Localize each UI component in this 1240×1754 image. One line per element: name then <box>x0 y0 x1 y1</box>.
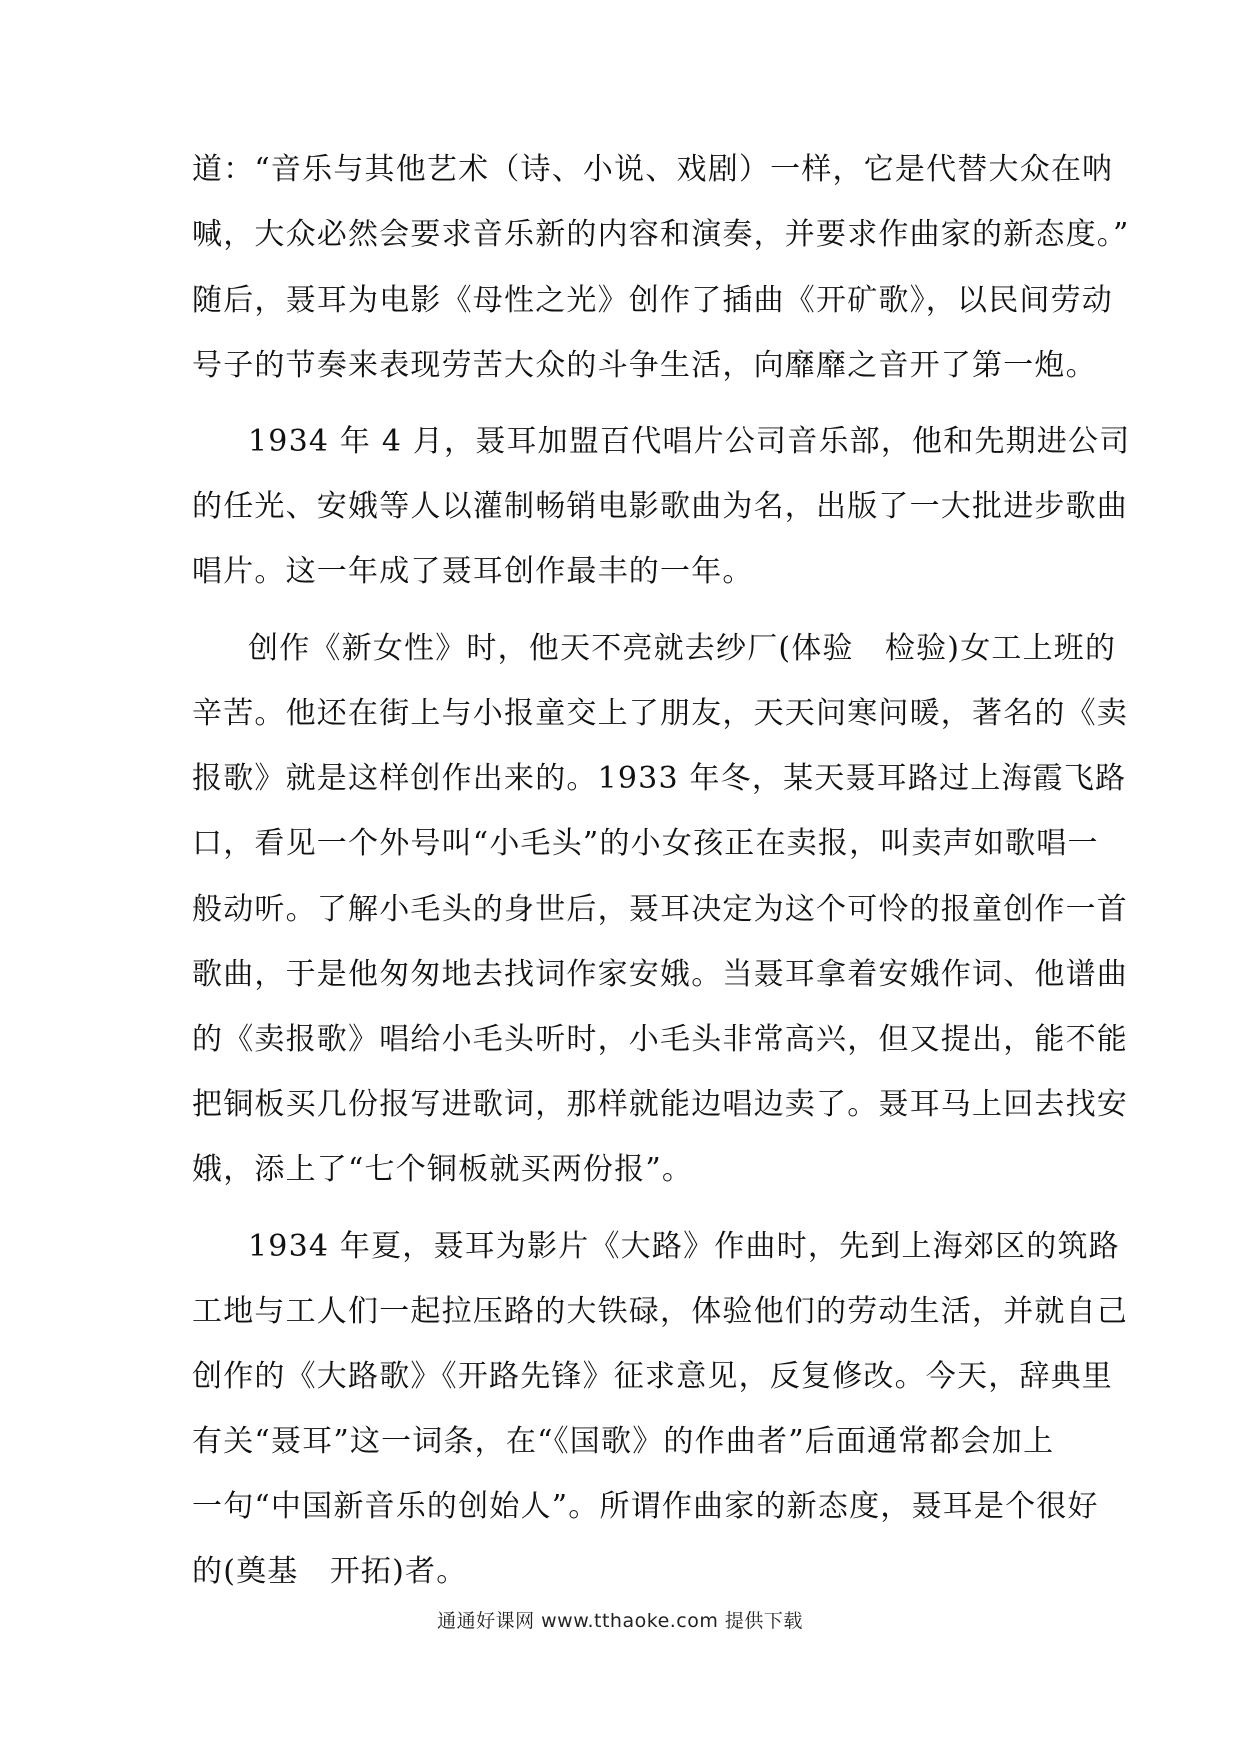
text-line: 的(奠基 开拓)者。 <box>192 1554 468 1589</box>
text-line: 随后，聂耳为电影《母性之光》创作了插曲《开矿歌》，以民间劳动 <box>192 283 1113 318</box>
text-line: 把铜板买几份报写进歌词，那样就能边唱边卖了。聂耳马上回去找安 <box>192 1087 1128 1122</box>
paragraph-start-line: 1934 年夏，聂耳为影片《大路》作曲时，先到上海郊区的筑路 <box>248 1229 1120 1264</box>
text-line: 号子的节奏来表现劳苦大众的斗争生活，向靡靡之音开了第一炮。 <box>192 348 1097 383</box>
text-line: 道：“音乐与其他艺术（诗、小说、戏剧）一样，它是代替大众在呐 <box>192 152 1114 187</box>
text-line: 喊，大众必然会要求音乐新的内容和演奏，并要求作曲家的新态度。” <box>192 217 1130 252</box>
paragraph-start-line: 创作《新女性》时，他天不亮就去纱厂(体验 检验)女工上班的 <box>248 631 1117 666</box>
text-line: 般动听。了解小毛头的身世后，聂耳决定为这个可怜的报童创作一首 <box>192 892 1128 927</box>
text-line: 工地与工人们一起拉压路的大铁碌，体验他们的劳动生活，并就自己 <box>192 1294 1128 1329</box>
text-line: 口，看见一个外号叫“小毛头”的小女孩正在卖报，叫卖声如歌唱一 <box>192 826 1099 861</box>
text-line: 的《卖报歌》唱给小毛头听时，小毛头非常高兴，但又提出，能不能 <box>192 1022 1128 1057</box>
text-line: 的任光、安娥等人以灌制畅销电影歌曲为名，出版了一大批进步歌曲 <box>192 489 1128 524</box>
text-line: 创作的《大路歌》《开路先锋》征求意见，反复修改。今天，辞典里 <box>192 1359 1113 1394</box>
text-line: 歌曲，于是他匆匆地去找词作家安娥。当聂耳拿着安娥作词、他谱曲 <box>192 957 1128 992</box>
text-line: 有关“聂耳”这一词条，在“《国歌》的作曲者”后面通常都会加上 <box>192 1424 1055 1459</box>
paragraph-start-line: 1934 年 4 月，聂耳加盟百代唱片公司音乐部，他和先期进公司 <box>248 424 1131 459</box>
text-line: 辛苦。他还在街上与小报童交上了朋友，天天问寒问暖，著名的《卖 <box>192 696 1128 731</box>
text-line: 唱片。这一年成了聂耳创作最丰的一年。 <box>192 554 754 589</box>
footer-watermark-text: 通通好课网 www.tthaoke.com 提供下载 <box>437 1610 803 1632</box>
text-line: 一句“中国新音乐的创始人”。所谓作曲家的新态度，聂耳是个很好 <box>192 1489 1099 1524</box>
text-line: 报歌》就是这样创作出来的。1933 年冬，某天聂耳路过上海霞飞路 <box>192 761 1127 796</box>
text-line: 娥，添上了“七个铜板就买两份报”。 <box>192 1152 694 1187</box>
